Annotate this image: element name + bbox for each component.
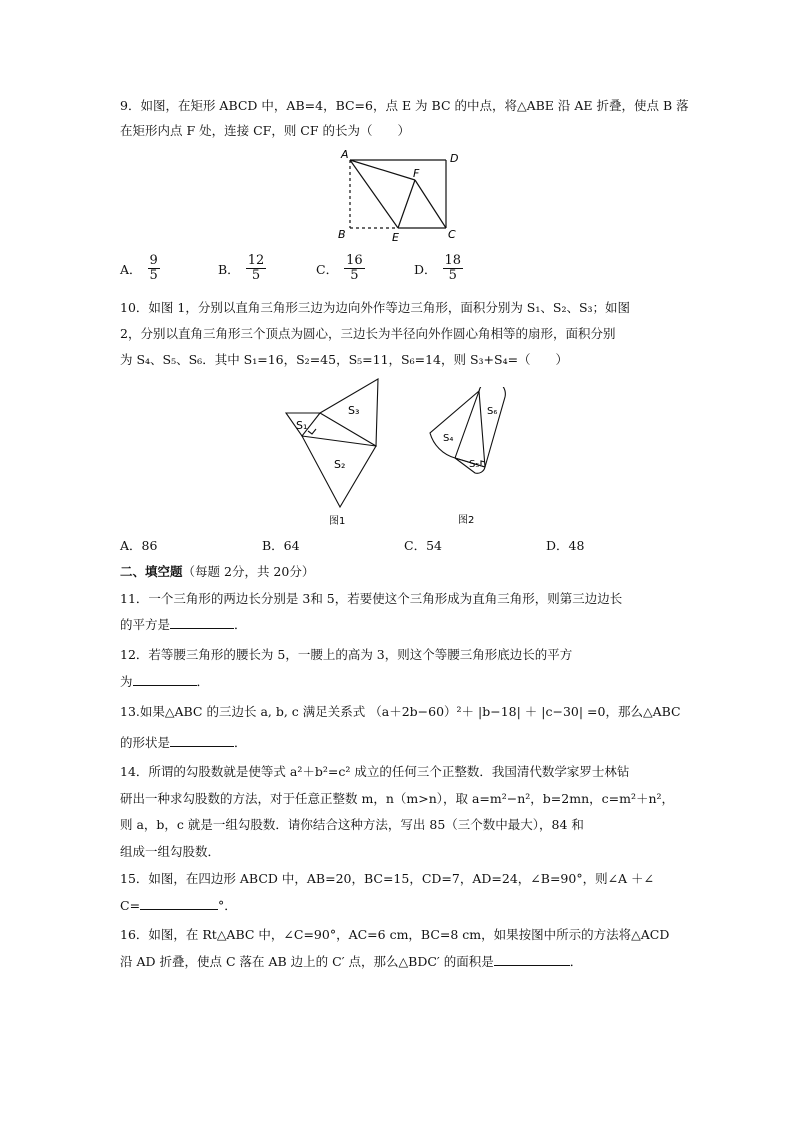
label-d: D bbox=[450, 152, 459, 165]
q9-option-c[interactable] bbox=[316, 254, 414, 283]
q15-line1: 15．如图，在四边形 ABCD 中，AB=20，BC=15，CD=7，AD=24，∠B=90°，则∠A ＋∠ bbox=[120, 871, 655, 886]
label-f: F bbox=[413, 167, 420, 180]
denominator: 5 bbox=[149, 268, 158, 283]
q10-line3: 为 S₄、S₅、S₆．其中 S₁=16，S₂=45，S₅=11，S₆=14，则 S₃+S₄=（ ） bbox=[120, 352, 569, 367]
q10-option-a[interactable]: A．86 bbox=[120, 538, 158, 553]
q15-line2 bbox=[120, 897, 680, 915]
q10-line2: 2，分别以直角三角形三个顶点为圆心，三边长为半径向外作圆心角相等的扇形，面积分别 bbox=[120, 326, 616, 341]
q16-line2 bbox=[120, 953, 680, 971]
q16-answer-blank[interactable] bbox=[494, 953, 570, 966]
fig2-s4-label: S₄ bbox=[443, 433, 454, 444]
q12-end: ． bbox=[196, 674, 210, 689]
q9-option-b[interactable] bbox=[218, 254, 316, 283]
q10-option-b[interactable]: B．64 bbox=[262, 538, 300, 553]
fig2-s6-label: S₆ bbox=[487, 406, 498, 417]
q10-options bbox=[120, 536, 680, 554]
q12-line2 bbox=[120, 673, 680, 691]
q11-end: ． bbox=[234, 617, 247, 632]
option-letter: D． bbox=[414, 261, 437, 277]
q9-option-a[interactable] bbox=[120, 254, 218, 283]
q13-end: ． bbox=[234, 735, 247, 750]
q9-option-d[interactable] bbox=[414, 254, 512, 283]
fig1-s2-label: S₂ bbox=[334, 458, 346, 471]
section-heading bbox=[120, 563, 680, 581]
numerator: 16 bbox=[346, 253, 363, 268]
label-b: B bbox=[338, 228, 346, 241]
q16-text: 沿 AD 折叠，使点 C 落在 AB 边上的 C′ 点，那么△BDC′ 的面积是 bbox=[120, 954, 494, 969]
q10-option-c[interactable]: C．54 bbox=[404, 538, 442, 553]
q15-text: C= bbox=[120, 898, 141, 913]
label-c: C bbox=[448, 228, 456, 241]
q15-end: °． bbox=[218, 898, 237, 913]
denominator: 5 bbox=[448, 268, 457, 283]
q13-text: 的形状是 bbox=[120, 735, 171, 750]
fig1-s1-label: S₁ bbox=[296, 419, 308, 432]
fig2-s5-label: S₅ bbox=[469, 459, 480, 470]
q15-answer-blank[interactable] bbox=[140, 897, 218, 910]
q12-answer-blank[interactable] bbox=[133, 673, 197, 686]
q9-line1: 9．如图，在矩形 ABCD 中，AB=4，BC=6，点 E 为 BC 的中点，将△ABE 沿 AE 折叠，使点 B 落 bbox=[120, 98, 689, 113]
label-a: A bbox=[341, 148, 349, 161]
q9-line2: 在矩形内点 F 处，连接 CF，则 CF 的长为（ ） bbox=[120, 123, 411, 138]
option-letter: C． bbox=[316, 261, 339, 277]
q13-answer-blank[interactable] bbox=[170, 734, 234, 747]
q13-line2 bbox=[120, 734, 680, 752]
q16-line1: 16．如图，在 Rt△ABC 中，∠C=90°，AC=6 cm，BC=8 cm，如果按图中所示的方法将△ACD bbox=[120, 927, 670, 942]
q10-figure-2 bbox=[423, 387, 513, 530]
q14-line4: 组成一组勾股数． bbox=[120, 844, 221, 859]
fig1-s3-label: S₃ bbox=[348, 404, 360, 417]
numerator: 18 bbox=[444, 253, 462, 268]
section-title: 二、填空题 bbox=[120, 564, 183, 579]
q9-rectangle-figure bbox=[330, 148, 465, 244]
q10-figure-1 bbox=[282, 373, 387, 530]
denominator: 5 bbox=[251, 268, 261, 283]
q10-line1: 10．如图 1，分别以直角三角形三边为边向外作等边三角形，面积分别为 S₁、S₂、S₃；如图 bbox=[120, 300, 631, 315]
q16-end: ． bbox=[569, 954, 583, 969]
label-e: E bbox=[392, 231, 399, 244]
q11-text: 的平方是 bbox=[120, 617, 171, 632]
section-note: （每题 2分，共 20分） bbox=[182, 564, 315, 579]
fig2-caption: 图2 bbox=[458, 515, 475, 526]
numerator: 9 bbox=[149, 253, 158, 268]
q14-line1: 14．所谓的勾股数就是使等式 a²＋b²=c² 成立的任何三个正整数．我国清代数学家罗士林钻 bbox=[120, 764, 630, 779]
q10-option-d[interactable]: D．48 bbox=[546, 538, 585, 553]
option-letter: A． bbox=[120, 261, 142, 277]
q14-line3: 则 a，b，c 就是一组勾股数．请你结合这种方法，写出 85（三个数中最大），84 和 bbox=[120, 817, 584, 832]
fig1-caption: 图1 bbox=[329, 516, 346, 527]
q12-line1: 12．若等腰三角形的腰长为 5，一腰上的高为 3，则这个等腰三角形底边长的平方 bbox=[120, 647, 573, 662]
option-letter: B． bbox=[218, 261, 240, 277]
q13-line1: 13.如果△ABC 的三边长 a, b, c 满足关系式 （a＋2b−60）²＋ |b−18| ＋ |c−30| =0，那么△ABC bbox=[120, 704, 681, 719]
q11-answer-blank[interactable] bbox=[170, 616, 234, 629]
q11-line2 bbox=[120, 616, 680, 634]
denominator: 5 bbox=[350, 268, 359, 283]
q14-line2: 研出一种求勾股数的方法，对于任意正整数 m，n（m>n），取 a=m²−n²，b=2mn，c=m²＋n²， bbox=[120, 791, 675, 806]
q12-text: 为 bbox=[120, 674, 133, 689]
q11-line1: 11．一个三角形的两边长分别是 3和 5，若要使这个三角形成为直角三角形，则第三边边长 bbox=[120, 591, 623, 606]
numerator: 12 bbox=[247, 253, 265, 268]
q9-options bbox=[120, 254, 680, 283]
